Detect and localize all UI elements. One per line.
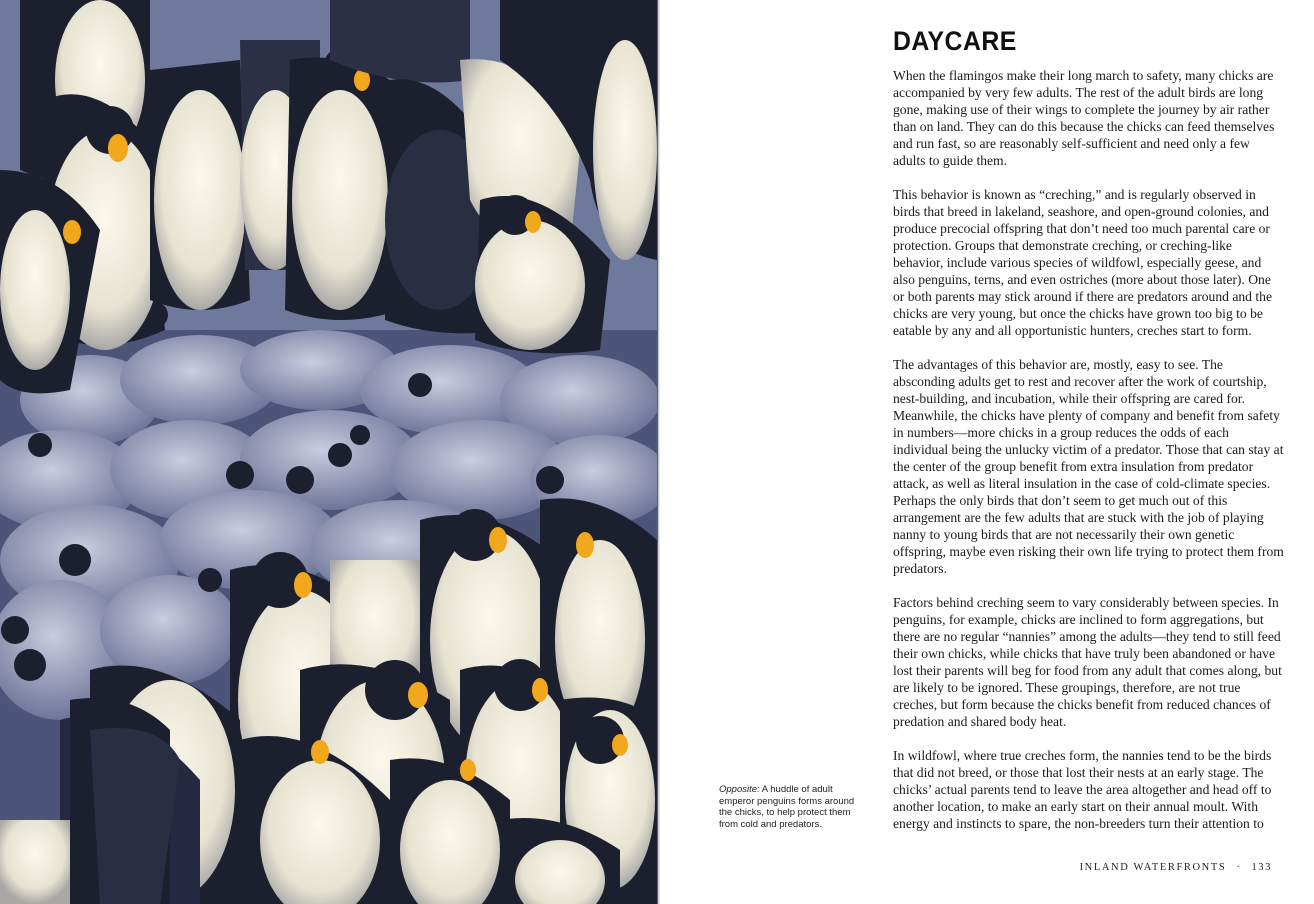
- paragraph: When the flamingos make their long march to safety, many chicks are accompanied by very few adults. The rest of the adult birds are long gone, making use of their wings to complete the journey by air rather than on land. They can do this because the chicks can feed themselves and run fast, so are reasonably self-sufficient and need only a few adults to guide them.: [893, 68, 1275, 168]
- photo-caption: [719, 784, 859, 830]
- footer-separator: ·: [1236, 862, 1242, 873]
- caption-lead: Opposite:: [719, 784, 760, 795]
- section-name: INLAND WATERFRONTS: [1079, 862, 1227, 873]
- page-number: 133: [1251, 862, 1272, 873]
- article-title: DAYCARE: [893, 26, 1017, 56]
- paragraph: In wildfowl, where true creches form, the nannies tend to be the birds that did not breed, or those that lost their nests at an early stage. The chicks’ actual parents tend to leave the area altogether and head off to another location, to make an early start on their annual moult. With energy and instincts to spare, the non-breeders turn their attention to: [893, 748, 1272, 831]
- article-body: [893, 67, 1285, 849]
- page-gutter: [657, 0, 660, 904]
- caption-text: A huddle of adult emperor penguins forms around the chicks, to help protect them from cold and predators.: [719, 784, 855, 830]
- paragraph: Factors behind creching seem to vary considerably between species. In penguins, for example, chicks are inclined to form aggregations, but there are no regular “nannies” among the adults—they tend to still feed their own chicks, while chicks that have truly been abandoned or have lost their parents will beg for food from any adult that comes along, but are likely to be ignored. These groupings, therefore, are not true creches, but form because the chicks benefit from reduced chances of predation and shared body heat.: [893, 595, 1282, 729]
- running-footer: [1080, 862, 1272, 873]
- paragraph: The advantages of this behavior are, mostly, easy to see. The absconding adults get to rest and recover after the work of courtship, nest-building, and incubation, while their offspring are cared for. Meanwhile, the chicks have plenty of company and benefit from safety in numbers—more chicks in a group reduces the odds of each individual being the unlucky victim of a predator. Those that can stay at the center of the group benefit from extra insulation from predator attack, as well as literal insulation in the case of cold-climate species. Perhaps the only birds that don’t seem to get much out of this arrangement are the few adults that are stuck with the job of playing nanny to young birds that are not necessarily their own genetic offspring, maybe even risking their own life trying to protect them from predators.: [893, 357, 1284, 576]
- paragraph: This behavior is known as “creching,” and is regularly observed in birds that breed in lakeland, seashore, and open-ground colonies, and produce precocial offspring that don’t need too much parental care or protection. Groups that demonstrate creching, or creching-like behavior, include various species of wildfowl, especially geese, and also penguins, terns, and even ostriches (more about those later). One or both parents may stick around if there are predators around and the chicks are very young, but once the chicks have grown too big to be eatable by any and all opportunistic hunters, creches start to form.: [893, 187, 1272, 338]
